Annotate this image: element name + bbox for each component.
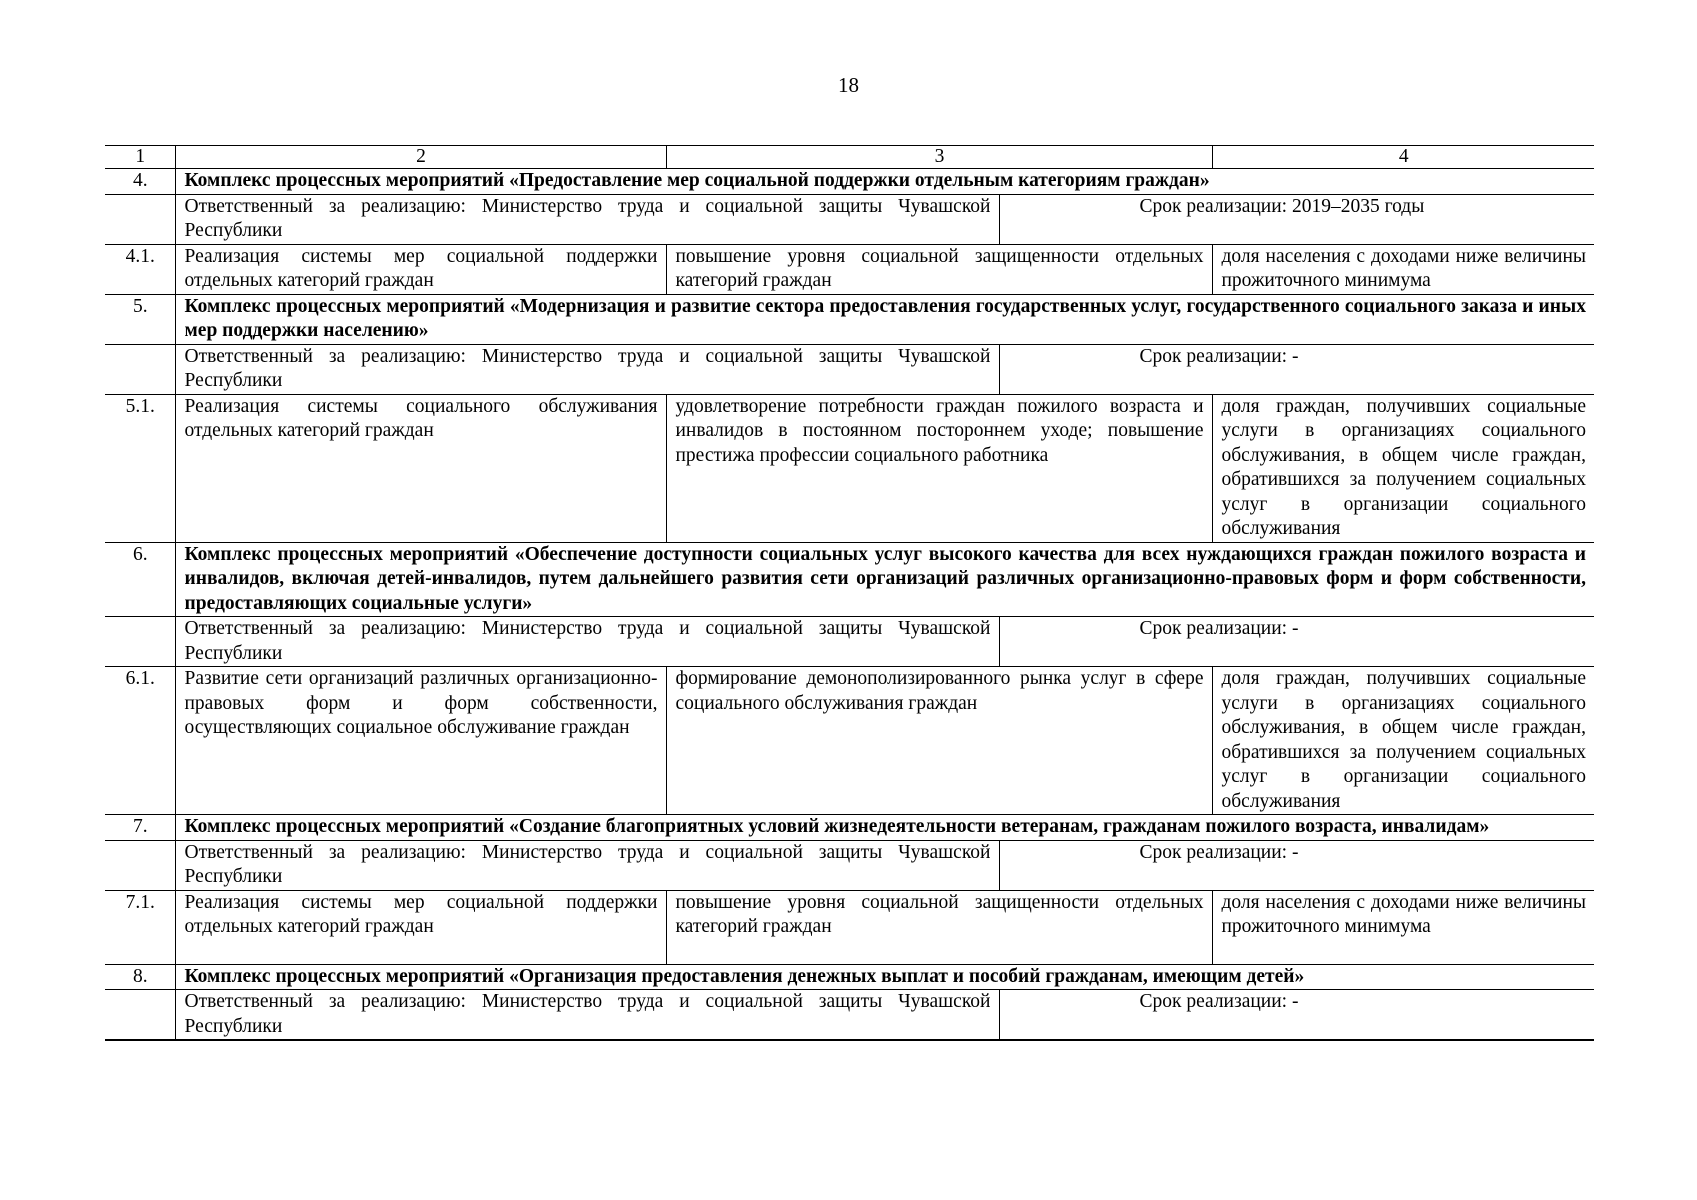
item-row	[105, 394, 1594, 542]
responsible-text: Ответственный за реализацию: Министерство труда и социальной защиты Чувашской Республики	[175, 617, 999, 667]
section-title: Комплекс процессных мероприятий «Организация предоставления денежных выплат и пособий гражданам, имеющим детей»	[175, 964, 1594, 990]
term-text: Срок реализации: -	[999, 990, 1594, 1041]
section-number: 5.	[105, 294, 175, 344]
section-number: 8.	[105, 964, 175, 990]
empty-cell	[105, 194, 175, 244]
section-responsible-row	[105, 990, 1594, 1041]
column-header: 1	[105, 146, 175, 169]
item-row	[105, 890, 1594, 964]
section-number: 6.	[105, 542, 175, 617]
responsible-text: Ответственный за реализацию: Министерство труда и социальной защиты Чувашской Республики	[175, 990, 999, 1041]
item-task: Реализация системы мер социальной поддержки отдельных категорий граждан	[175, 244, 666, 294]
column-header: 2	[175, 146, 666, 169]
empty-cell	[105, 990, 175, 1041]
item-task: Реализация системы мер социальной поддержки отдельных категорий граждан	[175, 890, 666, 964]
page-number: 18	[838, 73, 859, 97]
empty-cell	[105, 617, 175, 667]
responsible-text: Ответственный за реализацию: Министерство труда и социальной защиты Чувашской Республики	[175, 840, 999, 890]
column-header: 3	[666, 146, 1212, 169]
item-indicator: доля граждан, получивших социальные услуги в организациях социального обслуживания, в общем числе граждан, обратившихся за получением социальных услуг в организации социального обслуживания	[1212, 394, 1594, 542]
item-result: повышение уровня социальной защищенности отдельных категорий граждан	[666, 244, 1212, 294]
section-title: Комплекс процессных мероприятий «Модернизация и развитие сектора предоставления государственных услуг, государственного социального заказа и иных мер поддержки населению»	[175, 294, 1594, 344]
term-text: Срок реализации: -	[999, 617, 1594, 667]
item-task: Реализация системы социального обслуживания отдельных категорий граждан	[175, 394, 666, 542]
item-indicator: доля населения с доходами ниже величины прожиточного минимума	[1212, 244, 1594, 294]
item-task: Развитие сети организаций различных организационно-правовых форм и форм собственности, осуществляющих социальное обслуживание граждан	[175, 667, 666, 815]
section-title-row	[105, 294, 1594, 344]
activities-table	[105, 145, 1594, 1041]
section-title-row	[105, 169, 1594, 195]
empty-cell	[105, 840, 175, 890]
item-row	[105, 667, 1594, 815]
item-indicator: доля граждан, получивших социальные услуги в организациях социального обслуживания, в общем числе граждан, обратившихся за получением социальных услуг в организации социального обслуживания	[1212, 667, 1594, 815]
section-title-row	[105, 542, 1594, 617]
item-result: повышение уровня социальной защищенности отдельных категорий граждан	[666, 890, 1212, 964]
responsible-text: Ответственный за реализацию: Министерство труда и социальной защиты Чувашской Республики	[175, 344, 999, 394]
section-title-row	[105, 964, 1594, 990]
section-title-row	[105, 815, 1594, 841]
section-responsible-row	[105, 840, 1594, 890]
section-number: 7.	[105, 815, 175, 841]
item-number: 7.1.	[105, 890, 175, 964]
item-result: формирование демонополизированного рынка услуг в сфере социального обслуживания граждан	[666, 667, 1212, 815]
item-number: 5.1.	[105, 394, 175, 542]
column-header: 4	[1212, 146, 1594, 169]
section-title: Комплекс процессных мероприятий «Создание благоприятных условий жизнедеятельности ветеранам, гражданам пожилого возраста, инвалидам»	[175, 815, 1594, 841]
section-title: Комплекс процессных мероприятий «Обеспечение доступности социальных услуг высокого качества для всех нуждающихся граждан пожилого возраста и инвалидов, включая детей-инвалидов, путем дальнейшего развития сети организаций различных организационно-правовых форм и форм собственности, предоставляющих социальные услуги»	[175, 542, 1594, 617]
item-number: 6.1.	[105, 667, 175, 815]
section-responsible-row	[105, 344, 1594, 394]
item-indicator: доля населения с доходами ниже величины прожиточного минимума	[1212, 890, 1594, 964]
responsible-text: Ответственный за реализацию: Министерство труда и социальной защиты Чувашской Республики	[175, 194, 999, 244]
section-number: 4.	[105, 169, 175, 195]
column-header-row	[105, 146, 1594, 169]
section-responsible-row	[105, 194, 1594, 244]
term-text: Срок реализации: 2019–2035 годы	[999, 194, 1594, 244]
item-result: удовлетворение потребности граждан пожилого возраста и инвалидов в постоянном постороннем уходе; повышение престижа профессии социального работника	[666, 394, 1212, 542]
term-text: Срок реализации: -	[999, 344, 1594, 394]
section-title: Комплекс процессных мероприятий «Предоставление мер социальной поддержки отдельным категориям граждан»	[175, 169, 1594, 195]
item-number: 4.1.	[105, 244, 175, 294]
section-responsible-row	[105, 617, 1594, 667]
item-row	[105, 244, 1594, 294]
empty-cell	[105, 344, 175, 394]
term-text: Срок реализации: -	[999, 840, 1594, 890]
